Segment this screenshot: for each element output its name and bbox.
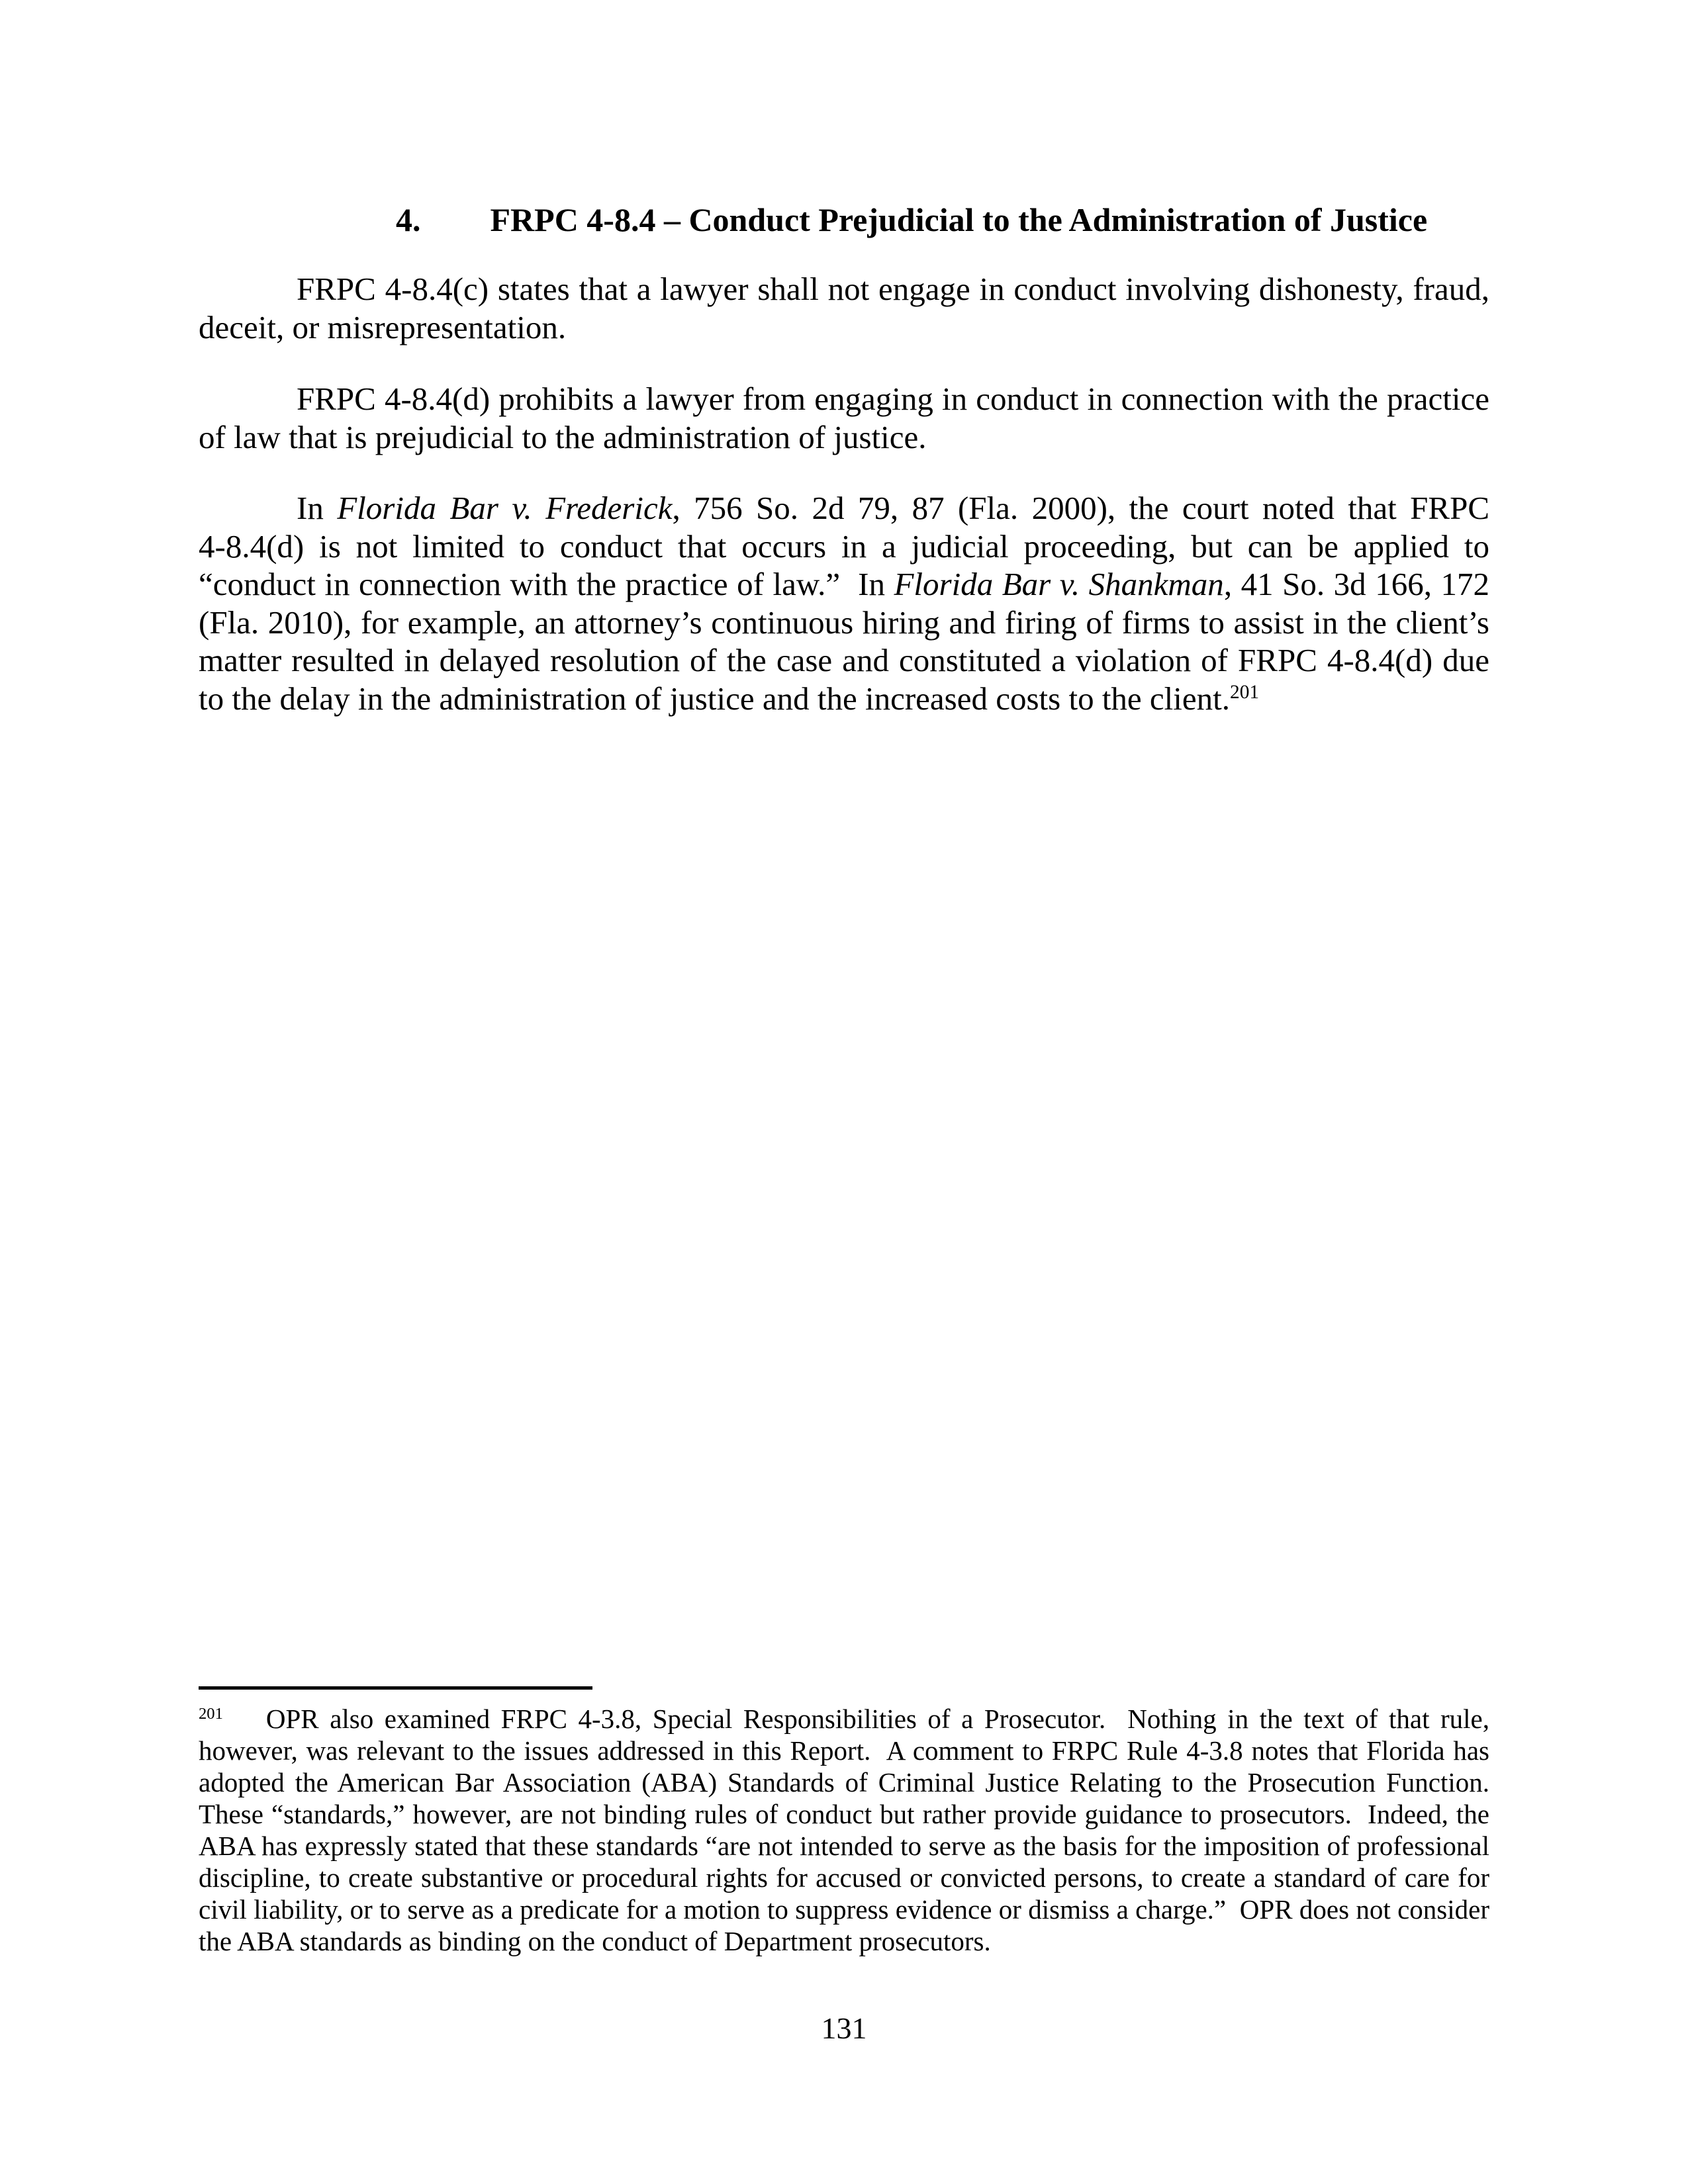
text-segment: Florida Bar v. Shankman <box>894 566 1224 602</box>
text-line <box>199 680 1489 718</box>
text-segment: (Fla. 2010), for example, an attorney’s continuous hiring and firing of firms to assist in the client’s <box>199 604 1489 641</box>
text-line <box>199 1862 1489 1893</box>
text-line <box>199 565 1489 604</box>
text-line <box>199 1703 1489 1735</box>
text-segment: FRPC 4-8.4(c) states that a lawyer shall not engage in conduct involving dishonesty, fraud, <box>297 271 1489 307</box>
text-segment: 4. <box>396 201 421 238</box>
text-line <box>199 1735 1489 1766</box>
paragraph-1 <box>199 270 1489 346</box>
text-segment: 201 <box>199 1705 223 1723</box>
text-segment: of law that is prejudicial to the administration of justice. <box>199 418 927 455</box>
text-line <box>199 1893 1489 1925</box>
text-segment: FRPC 4-8.4 – Conduct Prejudicial to the Administration of Justice <box>490 201 1428 238</box>
text-line <box>199 604 1489 642</box>
text-segment: however, was relevant to the issues addressed in this Report. A comment to FRPC Rule 4-3.8 notes that Florida has <box>199 1735 1489 1766</box>
text-segment: the ABA standards as binding on the conduct of Department prosecutors. <box>199 1926 991 1956</box>
footnote <box>199 1703 1489 1957</box>
text-line <box>199 380 1489 418</box>
footnote-separator <box>199 1686 592 1690</box>
text-line <box>396 201 1554 239</box>
text-segment: 201 <box>1230 682 1260 704</box>
text-segment: OPR also examined FRPC 4-3.8, Special Responsibilities of a Prosecutor. Nothing in the text of that rule, <box>265 1704 1489 1734</box>
text-line <box>199 1830 1489 1862</box>
text-segment: adopted the American Bar Association (ABA) Standards of Criminal Justice Relating to the Prosecution Function. <box>199 1767 1489 1797</box>
text-segment: , 756 So. 2d 79, 87 (Fla. 2000), the court noted that FRPC <box>672 490 1490 526</box>
text-line <box>199 308 1489 347</box>
text-line <box>199 418 1489 457</box>
text-segment: to the delay in the administration of justice and the increased costs to the client. <box>199 680 1231 717</box>
text-segment: matter resulted in delayed resolution of the case and constituted a violation of FRPC 4-8.4(d) due <box>199 642 1489 678</box>
tab-gap <box>223 1703 266 1735</box>
text-line <box>199 270 1489 308</box>
text-segment: discipline, to create substantive or procedural rights for accused or convicted persons, to create a standard of care for <box>199 1862 1489 1893</box>
text-line <box>199 1925 1489 1957</box>
text-segment: civil liability, or to serve as a predicate for a motion to suppress evidence or dismiss a charge.” OPR does not consider <box>199 1894 1489 1925</box>
page-number: 131 <box>821 2011 867 2045</box>
text-line <box>199 1766 1489 1798</box>
text-segment: deceit, or misrepresentation. <box>199 308 567 345</box>
text-line <box>199 489 1489 527</box>
text-segment: , 41 So. 3d 166, 172 <box>1223 566 1489 602</box>
text-line <box>199 641 1489 680</box>
text-segment: These “standards,” however, are not binding rules of conduct but rather provide guidance to prosecutors. Indeed, the <box>199 1799 1489 1829</box>
paragraph-3 <box>199 489 1489 717</box>
text-line <box>199 1798 1489 1830</box>
text-segment: Florida Bar v. Frederick <box>337 490 673 526</box>
paragraph-2 <box>199 380 1489 456</box>
section-heading <box>396 201 1554 239</box>
text-segment: ABA has expressly stated that these standards “are not intended to serve as the basis for the imposition of professional <box>199 1831 1489 1861</box>
tab-gap <box>421 201 491 239</box>
text-line <box>199 527 1489 566</box>
text-segment: FRPC 4-8.4(d) prohibits a lawyer from engaging in conduct in connection with the practice <box>297 381 1489 417</box>
text-segment: “conduct in connection with the practice of law.” In <box>199 566 894 602</box>
text-segment: In <box>297 490 338 526</box>
text-segment: 4-8.4(d) is not limited to conduct that occurs in a judicial proceeding, but can be applied to <box>199 527 1489 565</box>
